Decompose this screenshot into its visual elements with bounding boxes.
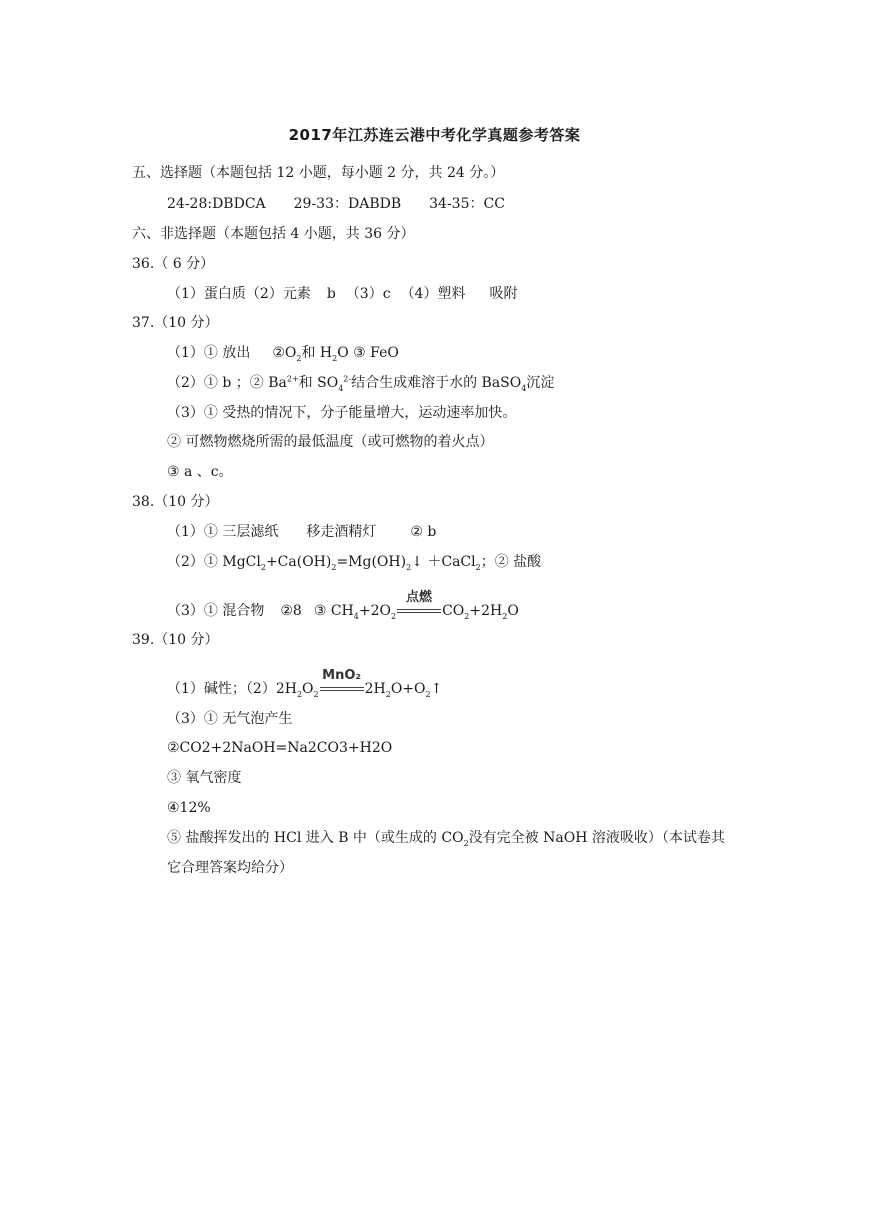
q37-number: 37.（10 分） <box>132 315 219 331</box>
q36-number: 36.（ 6 分） <box>132 256 215 272</box>
q37-line-5: ③ a 、c。 <box>167 464 233 480</box>
q38-answer-8: ②8 <box>280 603 302 619</box>
q38-mgoh2-text: =Mg(OH) <box>336 554 407 570</box>
q39-gas-arrow: ↑ <box>430 681 443 697</box>
subscript: 2 <box>296 689 303 699</box>
q37-ba-text: （2）① b ；② Ba <box>167 375 287 391</box>
reaction-arrow <box>396 590 442 621</box>
q37-feo-text: O ③ FeO <box>337 345 399 361</box>
q39-line-3: ②CO2+2NaOH=Na2CO3+H2O <box>167 740 393 756</box>
q39-number: 39.（10 分） <box>132 632 219 648</box>
answers-24-28: 24-28:DBDCA <box>167 196 266 212</box>
q38-o2-text: +2O <box>358 603 391 619</box>
q37-line-1 <box>167 343 399 363</box>
q38-mgcl2-text: （2）① MgCl <box>167 554 261 570</box>
subscript: 2 <box>331 562 337 572</box>
q36-part-3: （3）c <box>345 286 391 302</box>
q38-number: 38.（10 分） <box>132 494 219 510</box>
double-line <box>320 687 364 691</box>
subscript: 2 <box>463 838 469 848</box>
subscript: 2 <box>313 689 319 699</box>
q38-co2-text: CO <box>442 603 465 619</box>
ignite-condition: 点燃 <box>406 590 433 605</box>
subscript: 2 <box>475 562 481 572</box>
catalyst-condition: MnO₂ <box>322 668 362 683</box>
q38-part-1: （1）① 三层滤纸 <box>167 524 279 540</box>
q39-naoh-text: 没有完全被 NaOH 溶液吸收）（本试卷其 <box>468 830 725 846</box>
q37-o2-text: ②O <box>272 345 297 361</box>
q38-line-1 <box>167 522 436 542</box>
subscript: 4 <box>353 611 359 621</box>
subscript: 2 <box>425 689 431 699</box>
double-line <box>397 609 441 613</box>
section-5-answers <box>167 194 505 214</box>
q39-line-4: ③ 氧气密度 <box>167 770 242 786</box>
q39-o-text: O <box>302 681 314 697</box>
q36-part-4: （4）塑料 <box>400 286 466 302</box>
q37-baso4-text: 结合生成难溶于水的 BaSO <box>351 375 522 391</box>
subscript: 2 <box>406 562 412 572</box>
answers-34-35: 34-35：CC <box>429 196 505 212</box>
q39-hcl-text: ⑤ 盐酸挥发出的 HCl 进入 B 中（或生成的 CO <box>167 830 464 846</box>
q39-o2-text: O+O <box>390 681 426 697</box>
subscript: 2 <box>296 353 302 363</box>
page-title: 2017年江苏连云港中考化学真题参考答案 <box>288 126 581 144</box>
q38-line-2 <box>167 552 541 572</box>
q38-hcl-text: ；② 盐酸 <box>480 554 542 570</box>
subscript: 2 <box>385 689 391 699</box>
q39-line-2: （3）① 无气泡产生 <box>167 711 293 727</box>
subscript: 2 <box>332 353 338 363</box>
subscript: 2 <box>260 562 266 572</box>
q39-line-5: ④12% <box>167 800 211 816</box>
q38-mixture-text: （3）① 混合物 <box>167 603 265 619</box>
q38-cacl2-text: ↓ ＋CaCl <box>411 554 476 570</box>
q37-line-2 <box>167 373 554 393</box>
q36-line-1 <box>167 284 517 304</box>
q38-lamp-text: 移走酒精灯 <box>306 524 377 540</box>
reaction-arrow <box>319 668 365 699</box>
subscript: 4 <box>338 383 344 393</box>
q36-answer-adsorb: 吸附 <box>489 286 518 302</box>
q38-ch4-text: ③ CH <box>313 603 354 619</box>
q37-h2-text: 和 H <box>301 345 333 361</box>
subscript: 2 <box>390 611 397 621</box>
q37-line-3: （3）① 受热的情况下，分子能量增大，运动速率加快。 <box>167 405 517 421</box>
q38-h2o-text: +2H <box>469 603 503 619</box>
q37-line-4: ② 可燃物燃烧所需的最低温度（或可燃物的着火点） <box>167 434 494 450</box>
answers-29-33: 29-33：DABDB <box>293 196 402 212</box>
q38-line-3 <box>167 590 519 621</box>
superscript: 2+ <box>286 374 299 384</box>
q36-part-1-2: （1）蛋白质（2）元素 <box>167 286 311 302</box>
q39-line-6 <box>167 828 725 848</box>
subscript: 4 <box>521 383 527 393</box>
q39-line-1 <box>167 668 443 699</box>
q39-2h-text: 2H <box>364 681 386 697</box>
q39-line-7: 它合理答案均给分） <box>167 860 293 876</box>
subscript: 2 <box>464 611 470 621</box>
q38-caoh2-text: +Ca(OH) <box>265 554 332 570</box>
section-5-header: 五、选择题（本题包括 12 小题，每小题 2 分，共 24 分。） <box>132 165 505 181</box>
q39-h2o2-text: （1）碱性；（2）2H <box>167 681 297 697</box>
subscript: 2 <box>502 611 508 621</box>
q36-answer-b: b <box>326 286 336 302</box>
q38-answer-b: ② b <box>410 524 437 540</box>
q37-part-1: （1）① 放出 <box>167 345 251 361</box>
q38-o-text: O <box>507 603 519 619</box>
q37-so4-text: 和 SO <box>298 375 339 391</box>
section-6-header: 六、非选择题（本题包括 4 小题，共 36 分） <box>132 226 415 242</box>
superscript: 2- <box>343 374 352 384</box>
q37-precipitate-text: 沉淀 <box>526 375 555 391</box>
